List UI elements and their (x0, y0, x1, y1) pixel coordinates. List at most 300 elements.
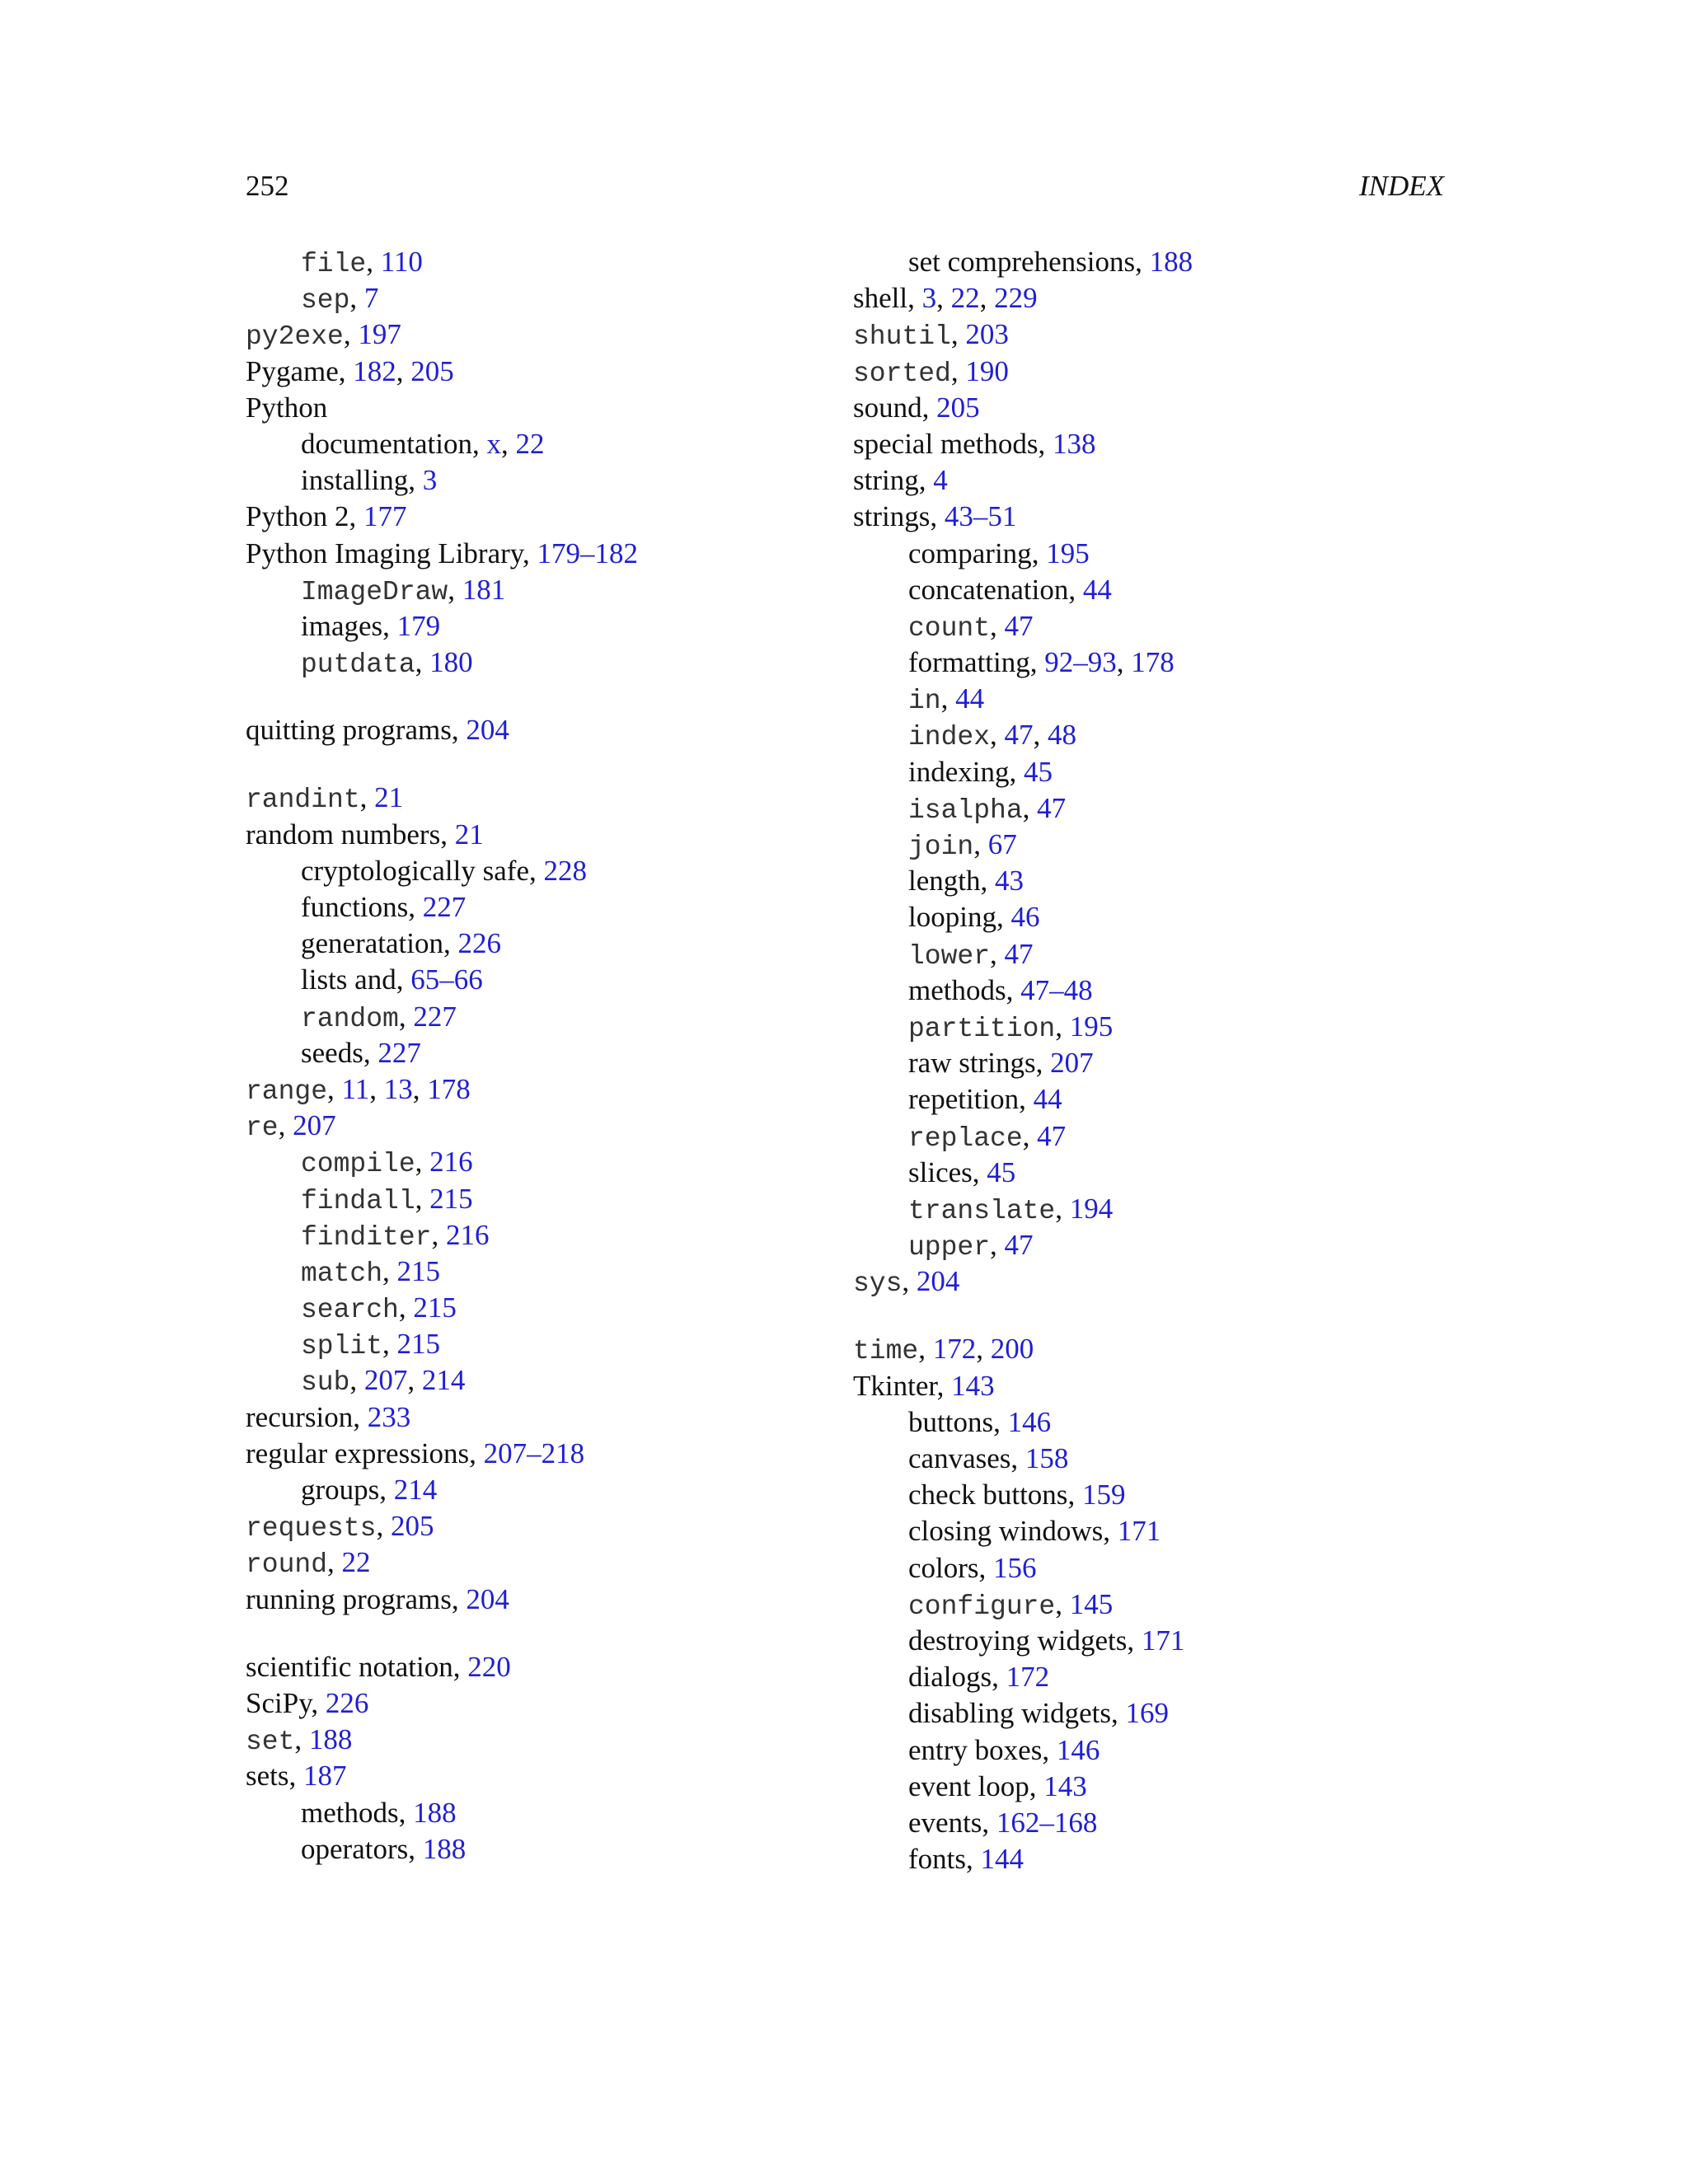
separator: , (1035, 1047, 1051, 1080)
index-term: time (853, 1336, 919, 1367)
page-link[interactable]: 171 (1117, 1515, 1161, 1548)
page-link[interactable]: 4 (933, 464, 948, 497)
separator: , (349, 282, 364, 315)
index-subentry (853, 1045, 1430, 1081)
separator: , (294, 1723, 309, 1756)
page-link[interactable]: 233 (367, 1400, 411, 1433)
separator: , (950, 354, 966, 387)
page-references (429, 1183, 473, 1215)
index-term: buttons (908, 1405, 994, 1438)
page-references (397, 1255, 441, 1287)
index-entry (246, 1758, 823, 1794)
index-term: translate (908, 1195, 1056, 1226)
separator: , (327, 1546, 342, 1579)
index-term: dialogs (908, 1661, 992, 1694)
index-subentry (246, 853, 823, 889)
page-link[interactable]: 47 (1004, 609, 1034, 642)
index-column-right (853, 244, 1430, 1877)
page-references (933, 1333, 1034, 1365)
page-link[interactable]: 22 (950, 282, 980, 315)
separator: , (1103, 1515, 1118, 1548)
page-link[interactable]: 179–182 (537, 537, 639, 569)
index-subentry (853, 644, 1430, 681)
page-link[interactable]: 46 (1010, 901, 1040, 934)
index-subentry (246, 280, 823, 316)
index-subentry (853, 681, 1430, 717)
page-link[interactable]: 143 (951, 1369, 995, 1402)
index-subentry (246, 889, 823, 926)
page-link[interactable]: 138 (1053, 427, 1096, 460)
separator: , (431, 1218, 446, 1251)
index-term: methods (301, 1796, 399, 1829)
page-link[interactable]: 181 (462, 573, 506, 606)
page-link[interactable]: 144 (980, 1843, 1024, 1876)
index-subentry (853, 1659, 1430, 1695)
page-link[interactable]: 146 (1007, 1405, 1052, 1438)
page-link[interactable]: 215 (429, 1182, 473, 1215)
page-references (1053, 428, 1096, 460)
separator: , (349, 500, 363, 533)
index-entry (246, 1436, 823, 1472)
index-term: py2exe (246, 321, 344, 353)
separator: , (278, 1109, 293, 1142)
page-references (1050, 1047, 1094, 1079)
index-entry (246, 1722, 823, 1758)
page-references (1037, 1120, 1066, 1152)
page-references (945, 500, 1017, 532)
index-subentry (853, 1513, 1430, 1549)
index-term: generatation (301, 927, 443, 960)
index-subentry (853, 936, 1430, 972)
index-term: ImageDraw (301, 576, 448, 607)
index-term: file (301, 249, 367, 279)
page-link[interactable]: 47 (1037, 791, 1067, 824)
index-term: fonts (908, 1843, 966, 1876)
page-link[interactable]: 143 (1043, 1769, 1087, 1802)
page-link[interactable]: x (486, 427, 502, 460)
page-references (1034, 1083, 1062, 1115)
index-subentry (853, 572, 1430, 608)
index-entry (246, 712, 823, 748)
page-link[interactable]: 3 (921, 282, 937, 315)
index-subentry (246, 426, 823, 462)
index-entry (853, 462, 1430, 499)
index-column-left (246, 244, 823, 1868)
separator: , (396, 354, 411, 387)
separator: , (338, 354, 354, 387)
page-link[interactable]: 47 (1037, 1119, 1067, 1152)
separator: , (1067, 1479, 1082, 1511)
page-link[interactable]: 177 (363, 500, 407, 533)
index-term: quitting programs (246, 714, 452, 747)
index-term: replace (908, 1122, 1023, 1154)
page-references (996, 1807, 1098, 1839)
page-link[interactable]: 194 (1069, 1192, 1114, 1225)
index-term: set comprehensions (908, 246, 1136, 278)
page-link[interactable]: 172 (1006, 1661, 1050, 1694)
page-references (364, 282, 379, 314)
page-references (1037, 792, 1066, 824)
separator: , (327, 1072, 342, 1105)
separator: , (976, 1333, 991, 1366)
index-entry (246, 354, 823, 390)
page-link[interactable]: 227 (413, 1000, 457, 1033)
page-references (951, 1370, 995, 1402)
index-term: lists and (301, 963, 396, 996)
index-term: events (908, 1806, 982, 1839)
page-link[interactable]: 47 (1004, 719, 1034, 752)
separator: , (369, 1072, 384, 1105)
index-entry (853, 1331, 1430, 1367)
index-subentry (853, 244, 1430, 280)
page-link[interactable]: 195 (1046, 537, 1090, 569)
running-header: INDEX (1358, 170, 1444, 202)
page-link[interactable]: 214 (421, 1364, 466, 1397)
index-entry (853, 1368, 1430, 1404)
index-term: raw strings (908, 1047, 1036, 1080)
index-term: functions (301, 891, 409, 923)
index-term: lower (908, 940, 991, 972)
separator: , (918, 464, 934, 497)
page-references (1070, 1588, 1114, 1620)
page-link[interactable]: 188 (308, 1723, 353, 1756)
separator: , (996, 901, 1011, 934)
page-link[interactable]: 215 (396, 1328, 441, 1361)
separator: , (398, 1796, 414, 1829)
page-link[interactable]: 182 (353, 354, 396, 387)
separator: , (443, 927, 458, 960)
page-link[interactable]: 11 (341, 1072, 370, 1105)
page-link[interactable]: 45 (987, 1155, 1016, 1188)
index-subentry (853, 717, 1430, 753)
index-entry (246, 499, 823, 535)
index-term: special methods (853, 427, 1039, 460)
page-link[interactable]: 44 (955, 682, 985, 715)
index-subentry (246, 1831, 823, 1868)
page-link[interactable]: 169 (1125, 1697, 1169, 1730)
page-link[interactable]: 156 (993, 1551, 1037, 1584)
page-link[interactable]: 187 (303, 1760, 347, 1793)
page-link[interactable]: 207 (293, 1109, 336, 1142)
index-term: sound (853, 391, 922, 424)
separator: , (523, 537, 537, 569)
page-link[interactable]: 203 (965, 318, 1009, 351)
page-link[interactable]: 22 (515, 427, 545, 460)
page-link[interactable]: 216 (429, 1146, 473, 1179)
separator: , (982, 1806, 996, 1839)
index-subentry (246, 1362, 823, 1399)
separator: , (528, 854, 544, 887)
page-link[interactable]: 47 (1004, 937, 1034, 970)
index-subentry (853, 1081, 1430, 1118)
page-references (374, 781, 403, 813)
index-term: closing windows (908, 1515, 1104, 1548)
page-link[interactable]: 158 (1025, 1442, 1069, 1474)
page-link[interactable]: 45 (1023, 755, 1053, 788)
page-link[interactable]: 92–93 (1044, 646, 1117, 679)
separator: , (992, 1661, 1006, 1694)
separator: , (1009, 755, 1024, 788)
separator: , (980, 865, 995, 898)
index-entry (853, 426, 1430, 462)
separator: , (451, 714, 467, 747)
page-references (484, 1437, 585, 1469)
page-link[interactable]: 227 (377, 1036, 421, 1069)
page-link[interactable]: 188 (422, 1832, 467, 1865)
index-subentry (853, 1841, 1430, 1877)
separator: , (990, 719, 1005, 752)
index-term: destroying widgets (908, 1624, 1128, 1657)
page-link[interactable]: 145 (1069, 1587, 1114, 1620)
page-references (391, 1510, 434, 1542)
page-references (413, 1797, 457, 1829)
page-link[interactable]: 216 (445, 1218, 490, 1251)
index-term: re (246, 1113, 279, 1144)
page-references (457, 927, 501, 959)
page-references (455, 818, 484, 851)
index-term: groups (301, 1474, 380, 1506)
page-references (358, 318, 401, 350)
separator: , (501, 427, 516, 460)
page-references (988, 828, 1017, 860)
separator: , (415, 1182, 430, 1215)
separator: , (918, 1333, 933, 1366)
page-references (410, 963, 483, 996)
page-references (1010, 901, 1039, 933)
page-link[interactable]: 195 (1069, 1010, 1114, 1043)
index-term: random (301, 1003, 399, 1034)
index-entry (246, 1544, 823, 1581)
page-references (423, 1833, 467, 1865)
page-link[interactable]: 207 (363, 1364, 408, 1397)
page-references (933, 464, 948, 496)
page-link[interactable]: 205 (936, 391, 980, 424)
page-link[interactable]: 110 (380, 246, 423, 278)
page-references (368, 1401, 411, 1433)
page-link[interactable]: 22 (341, 1546, 371, 1579)
index-entry (246, 780, 823, 816)
page-link[interactable]: 179 (396, 609, 441, 642)
page-link[interactable]: 178 (427, 1072, 471, 1105)
index-term: requests (246, 1513, 377, 1544)
index-term: canvases (908, 1442, 1011, 1474)
page-link[interactable]: 207–218 (483, 1436, 585, 1469)
separator: , (1031, 537, 1047, 569)
page-references (993, 1552, 1037, 1584)
index-term: regular expressions (246, 1436, 470, 1469)
separator: , (472, 427, 487, 460)
index-subentry (246, 1181, 823, 1217)
index-subentry (246, 962, 823, 998)
index-term: search (301, 1295, 399, 1326)
page-link[interactable]: 229 (994, 282, 1038, 315)
index-subentry (853, 1732, 1430, 1769)
page-references (1070, 1193, 1114, 1225)
separator: , (382, 1254, 397, 1287)
index-term: concatenation (908, 573, 1069, 606)
page-references (1008, 1406, 1052, 1438)
page-link[interactable]: 228 (543, 854, 587, 887)
page-link[interactable]: 159 (1081, 1479, 1126, 1511)
page-link[interactable]: 227 (422, 891, 467, 923)
page-link[interactable]: 44 (1033, 1083, 1062, 1116)
page-references (342, 1073, 471, 1105)
separator: , (288, 1760, 303, 1793)
index-entry (853, 499, 1430, 535)
index-subentry (853, 1695, 1430, 1732)
page-link[interactable]: 171 (1141, 1624, 1185, 1657)
page-link[interactable]: 220 (467, 1650, 511, 1683)
page-link[interactable]: 188 (413, 1796, 457, 1829)
page-link[interactable]: 47–48 (1020, 973, 1093, 1006)
page-link[interactable]: 215 (413, 1291, 457, 1324)
page-link[interactable]: 200 (990, 1333, 1034, 1366)
page-link[interactable]: 197 (358, 318, 401, 351)
index-term: seeds (301, 1036, 363, 1069)
index-term: entry boxes (908, 1733, 1043, 1766)
page-references (965, 355, 1009, 387)
separator: , (311, 1686, 326, 1719)
page-references (413, 1291, 457, 1324)
index-term: range (246, 1076, 328, 1107)
page-references (429, 1146, 473, 1178)
index-term: split (301, 1331, 383, 1362)
index-term: round (246, 1549, 328, 1581)
separator: , (1116, 646, 1132, 679)
separator: , (940, 682, 956, 715)
separator: , (408, 891, 423, 923)
page-references (462, 574, 506, 606)
page-link[interactable]: 205 (410, 354, 454, 387)
page-link[interactable]: 172 (932, 1333, 977, 1366)
separator: , (448, 573, 462, 606)
page-references (487, 428, 545, 460)
index-term: cryptologically safe (301, 854, 529, 887)
page-link[interactable]: 190 (965, 354, 1009, 387)
page-link[interactable]: 205 (390, 1510, 434, 1543)
index-term: isalpha (908, 794, 1023, 826)
page-link[interactable]: 215 (396, 1254, 441, 1287)
index-term: formatting (908, 646, 1030, 679)
separator: , (376, 1510, 391, 1543)
index-term: in (908, 686, 941, 717)
separator: , (398, 1291, 414, 1324)
page-link[interactable]: 21 (374, 781, 404, 814)
page-references (981, 1843, 1025, 1875)
page-references (342, 1546, 371, 1578)
page-link[interactable]: 43 (994, 865, 1024, 898)
page-link[interactable]: 65–66 (410, 963, 483, 996)
index-term: SciPy (246, 1686, 312, 1719)
index-subentry (853, 1118, 1430, 1155)
index-term: randint (246, 785, 360, 816)
page-references (466, 1583, 509, 1615)
page-references (1005, 610, 1034, 642)
separator: , (1055, 1010, 1070, 1043)
page-link[interactable]: 178 (1131, 646, 1175, 679)
index-term: shell (853, 282, 908, 315)
page-references (1025, 1442, 1069, 1474)
page-link[interactable]: 48 (1048, 719, 1077, 752)
separator: , (469, 1436, 484, 1469)
page-link[interactable]: 67 (987, 828, 1017, 860)
index-subentry (853, 1227, 1430, 1263)
separator: , (973, 828, 988, 860)
page-references (917, 1265, 960, 1297)
separator: , (408, 1832, 423, 1865)
page-link[interactable]: 13 (383, 1072, 413, 1105)
page-link[interactable]: 204 (916, 1265, 960, 1298)
index-entry (246, 817, 823, 853)
index-term: Tkinter (853, 1369, 937, 1402)
page-link[interactable]: 3 (422, 464, 438, 497)
page-link[interactable]: 226 (457, 927, 501, 960)
index-subentry (246, 1326, 823, 1362)
page-link[interactable]: 204 (466, 714, 509, 747)
separator: , (412, 1072, 428, 1105)
index-term: comparing (908, 537, 1032, 569)
index-entry (246, 536, 823, 572)
page-references (1083, 574, 1112, 606)
index-term: finditer (301, 1221, 432, 1253)
page-references (293, 1109, 336, 1141)
index-term: recursion (246, 1400, 354, 1433)
separator: , (451, 1582, 467, 1615)
page-references (423, 464, 438, 496)
page-link[interactable]: 43–51 (944, 500, 1017, 533)
separator: , (1022, 791, 1038, 824)
index-entry (853, 390, 1430, 426)
index-subentry (853, 754, 1430, 790)
index-entry (246, 1649, 823, 1685)
page-references (1024, 756, 1053, 788)
page-link[interactable]: 207 (1050, 1047, 1094, 1080)
index-subentry (853, 1404, 1430, 1441)
separator: , (902, 1265, 917, 1298)
separator: , (1068, 573, 1083, 606)
page-link[interactable]: 44 (1082, 573, 1112, 606)
page-link[interactable]: 47 (1004, 1229, 1034, 1262)
page-link[interactable]: 188 (1149, 246, 1193, 278)
separator: , (930, 500, 945, 533)
separator: , (343, 318, 359, 351)
separator: , (936, 282, 951, 315)
page-link[interactable]: 21 (454, 818, 484, 851)
index-term: upper (908, 1232, 991, 1263)
page-link[interactable]: 214 (393, 1474, 438, 1506)
index-term: putdata (301, 649, 415, 681)
page-link[interactable]: 180 (429, 646, 473, 679)
page-link[interactable]: 226 (325, 1686, 369, 1719)
index-subentry (853, 608, 1430, 644)
separator: , (366, 246, 381, 278)
index-term: random numbers (246, 818, 441, 851)
page-link[interactable]: 204 (466, 1582, 509, 1615)
page-link[interactable]: 7 (363, 282, 379, 315)
page-references (353, 355, 454, 387)
page-references (397, 1328, 441, 1360)
index-subentry (246, 1144, 823, 1180)
page-link[interactable]: 146 (1056, 1733, 1100, 1766)
page-link[interactable]: 162–168 (996, 1806, 1098, 1839)
separator: , (1127, 1624, 1142, 1657)
index-entry (246, 1508, 823, 1544)
index-term: join (908, 832, 974, 862)
index-entry (246, 1685, 823, 1722)
page-references (303, 1760, 347, 1792)
index-term: indexing (908, 755, 1010, 788)
index-term: images (301, 609, 383, 642)
